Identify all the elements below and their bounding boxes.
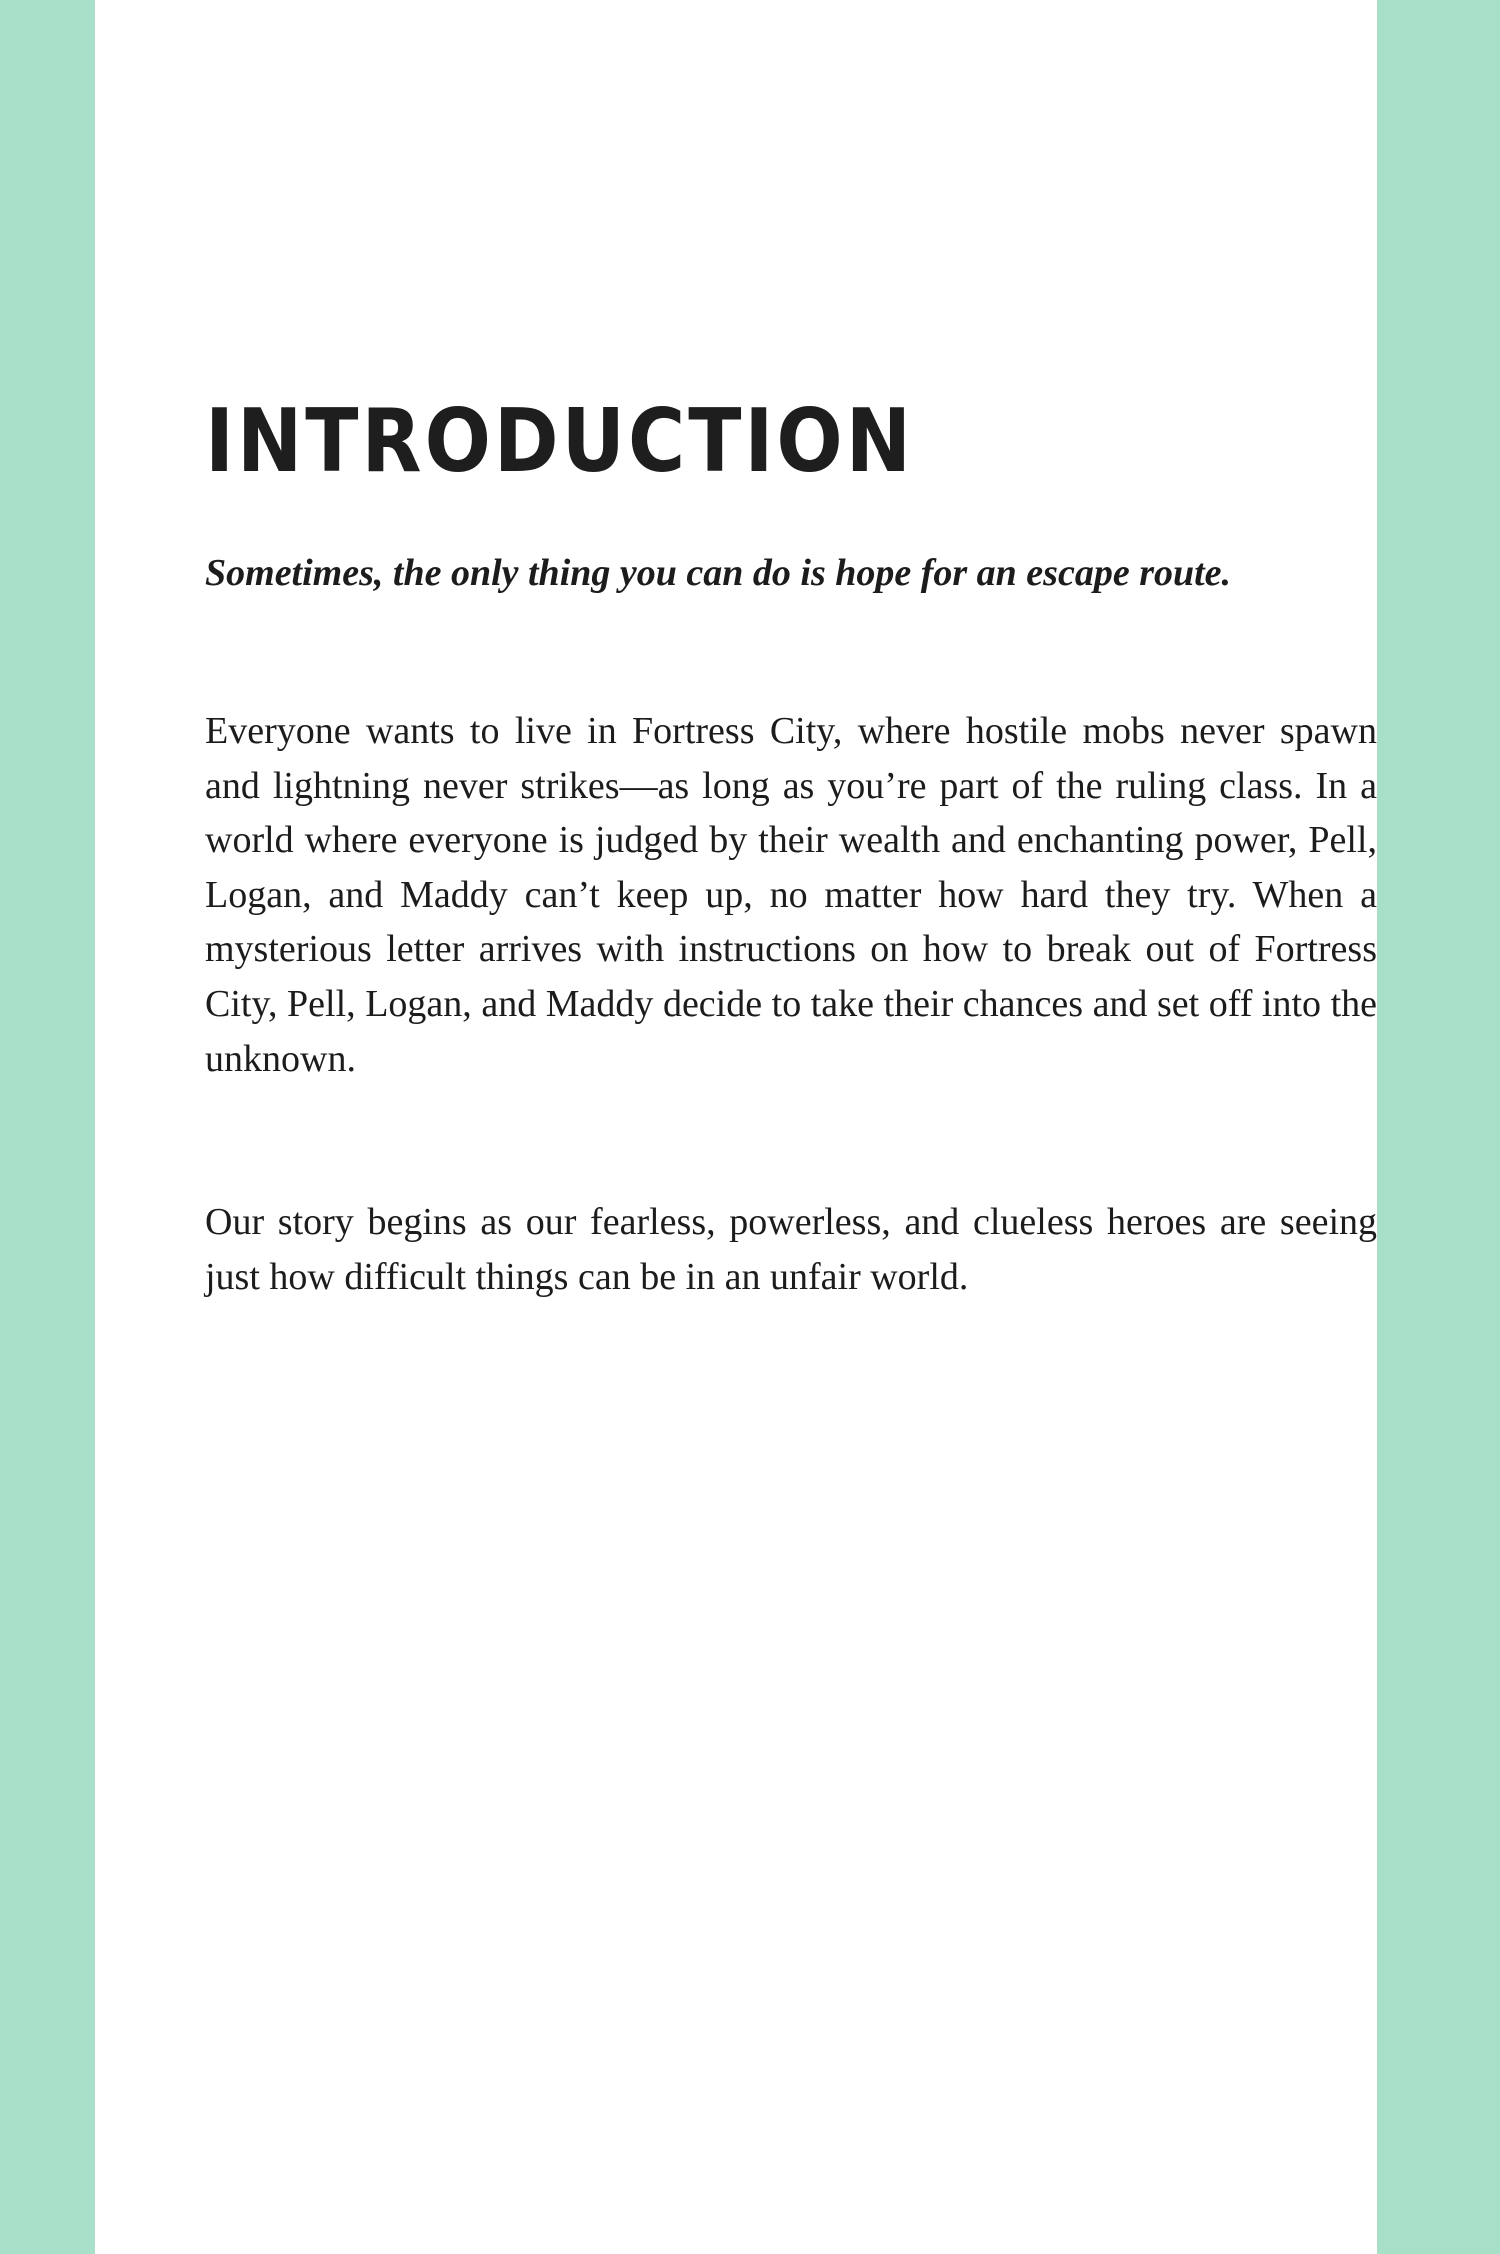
book-page (95, 0, 1377, 2254)
left-page-border (0, 0, 95, 2254)
body-paragraph: Our story begins as our fearless, powerless, and clueless heroes are seeing just how difficult things can be in an unfair world. (205, 1201, 1377, 1298)
body-paragraph: Everyone wants to live in Fortress City, where hostile mobs never spawn and lightning never strikes—as long as you’re part of the ruling class. In a world where everyone is judged by their wealth and enchanting power, Pell, Logan, and Maddy can’t keep up, no matter how hard they try. When a mysterious letter arrives with instructions on how to break out of Fortress City, Pell, Logan, and Maddy decide to take their chances and set off into the unknown. (205, 710, 1377, 1080)
right-page-border (1377, 0, 1500, 2254)
page-title: INTRODUCTION (205, 391, 915, 493)
lead-sentence: Sometimes, the only thing you can do is hope for an escape route. (205, 552, 1232, 594)
